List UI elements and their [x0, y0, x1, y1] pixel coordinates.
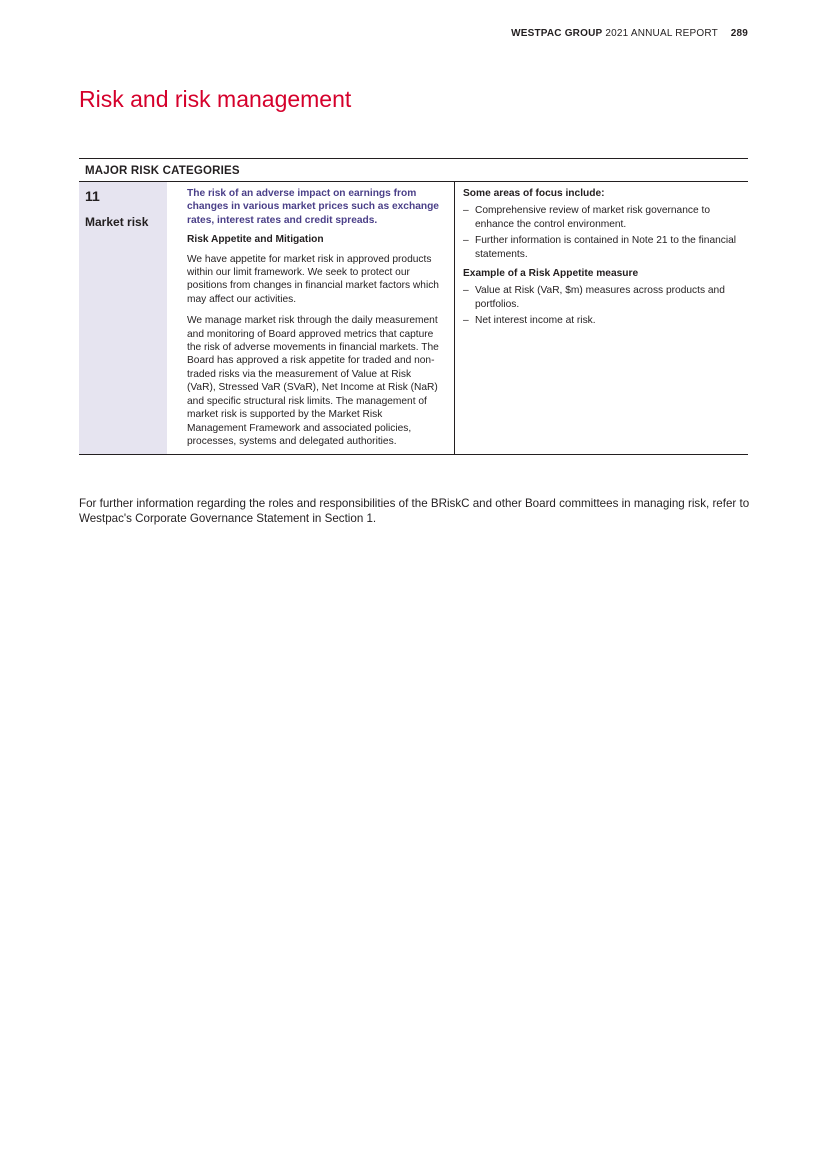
- footer-note: For further information regarding the roles and responsibilities of the BRiskC and other Board committees in managing risk, refer to Westpac's Corporate Governance Statement in Section 1.: [79, 497, 750, 525]
- description-cell: [167, 182, 455, 454]
- risk-definition: The risk of an adverse impact on earnings from changes in various market prices such as exchange rates, interest rates and credit spreads.: [187, 188, 439, 226]
- list-item: – Comprehensive review of market risk governance to enhance the control environment.: [463, 204, 738, 231]
- list-item: – Further information is contained in Note 21 to the financial statements.: [463, 234, 738, 261]
- header-report-title: 2021 ANNUAL REPORT: [605, 28, 718, 39]
- measure-list: [463, 284, 738, 327]
- page-number: 289: [730, 28, 748, 39]
- category-number: 11: [85, 188, 100, 204]
- focus-heading: Some areas of focus include:: [463, 188, 605, 199]
- focus-list: [463, 204, 738, 261]
- list-item: – Value at Risk (VaR, $m) measures across products and portfolios.: [463, 284, 738, 311]
- list-item: – Net interest income at risk.: [463, 314, 738, 327]
- table-row: [79, 182, 748, 455]
- category-name: Market risk: [85, 215, 149, 229]
- header-brand: WESTPAC GROUP: [511, 28, 603, 39]
- measure-heading: Example of a Risk Appetite measure: [463, 268, 639, 280]
- focus-cell: [455, 182, 748, 454]
- page-header: [511, 28, 748, 39]
- mitigation-paragraph: We manage market risk through the daily measurement and monitoring of Board approved metrics that capture the risk of adverse movements in financial markets. The Board has approved a risk appetite for traded and non-traded risks via the measurement of Value at Risk (VaR), Stressed VaR (SVaR), Net Income at Risk (NaR) and specific structural risk limits. The management of market risk is supported by the Market Risk Management Framework and associated policies, processes, systems and delegated authorities.: [187, 315, 439, 447]
- category-cell: [79, 182, 167, 454]
- table-heading: MAJOR RISK CATEGORIES: [79, 158, 748, 182]
- risk-categories-table: [79, 158, 748, 455]
- risk-appetite-heading: Risk Appetite and Mitigation: [187, 234, 324, 246]
- appetite-paragraph: We have appetite for market risk in approved products within our limit framework. We seek to protect our positions from changes in financial market factors which may affect our activities.: [187, 253, 439, 305]
- page-title: Risk and risk management: [79, 86, 352, 112]
